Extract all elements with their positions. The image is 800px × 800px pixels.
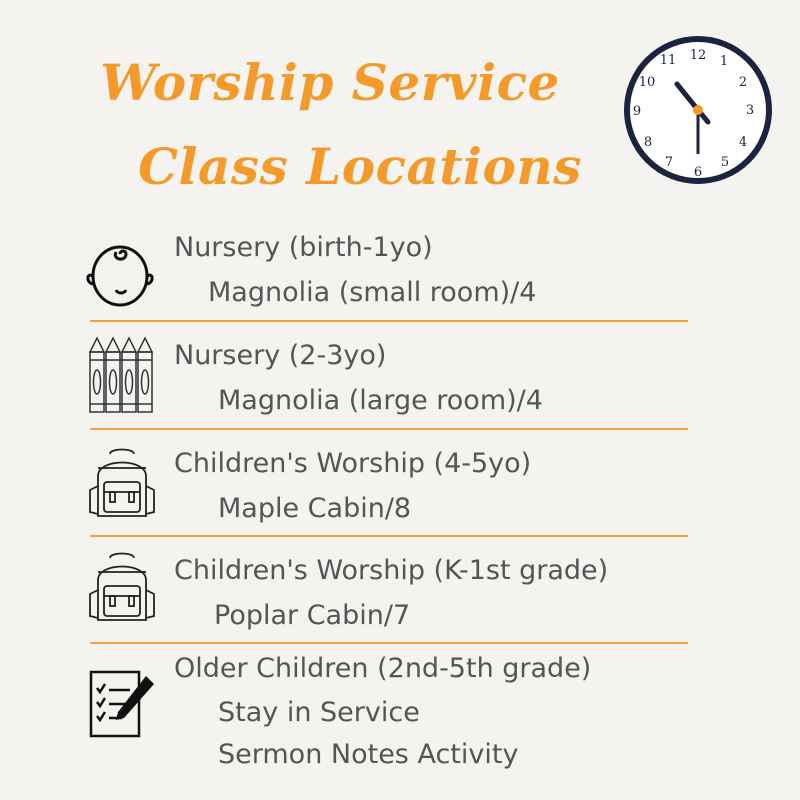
clock-number-11: 11: [659, 53, 677, 68]
entry-1-heading: Nursery (birth-1yo): [174, 232, 433, 263]
entry-2-heading: Nursery (2-3yo): [174, 340, 387, 371]
clock-number-5: 5: [720, 155, 730, 170]
entry-5-line-1: Stay in Service: [218, 697, 420, 728]
crayons-icon: [88, 334, 158, 416]
clock-number-10: 10: [638, 75, 656, 90]
entry-1-location: Magnolia (small room)/4: [208, 277, 537, 308]
clock-number-8: 8: [643, 135, 653, 150]
divider: [90, 320, 688, 322]
entry-5-line-2: Sermon Notes Activity: [218, 739, 519, 770]
entry-5-heading: Older Children (2nd-5th grade): [174, 653, 592, 684]
entry-2-location: Magnolia (large room)/4: [218, 385, 543, 416]
clock-number-9: 9: [632, 104, 642, 119]
backpack-icon: [86, 550, 158, 626]
divider: [90, 535, 688, 537]
clock-center: [693, 105, 703, 115]
baby-face-icon: [82, 238, 158, 310]
backpack-icon: [86, 446, 158, 522]
entry-3-location: Maple Cabin/8: [218, 493, 412, 524]
divider: [90, 428, 688, 430]
clock-number-7: 7: [664, 155, 674, 170]
title-line-1: Worship Service: [100, 53, 560, 112]
clock-number-2: 2: [738, 75, 748, 90]
notes-checklist-icon: [88, 664, 160, 740]
clock-number-1: 1: [719, 54, 729, 69]
clock-number-6: 6: [693, 165, 703, 180]
divider: [90, 642, 688, 644]
clock-icon: [622, 34, 774, 186]
entry-3-heading: Children's Worship (4-5yo): [174, 448, 532, 479]
entry-4-heading: Children's Worship (K-1st grade): [174, 555, 609, 586]
title-line-2: Class Locations: [138, 137, 582, 196]
clock-number-12: 12: [689, 48, 707, 63]
clock-number-3: 3: [745, 103, 755, 118]
clock-number-4: 4: [738, 135, 748, 150]
entry-4-location: Poplar Cabin/7: [214, 600, 411, 631]
